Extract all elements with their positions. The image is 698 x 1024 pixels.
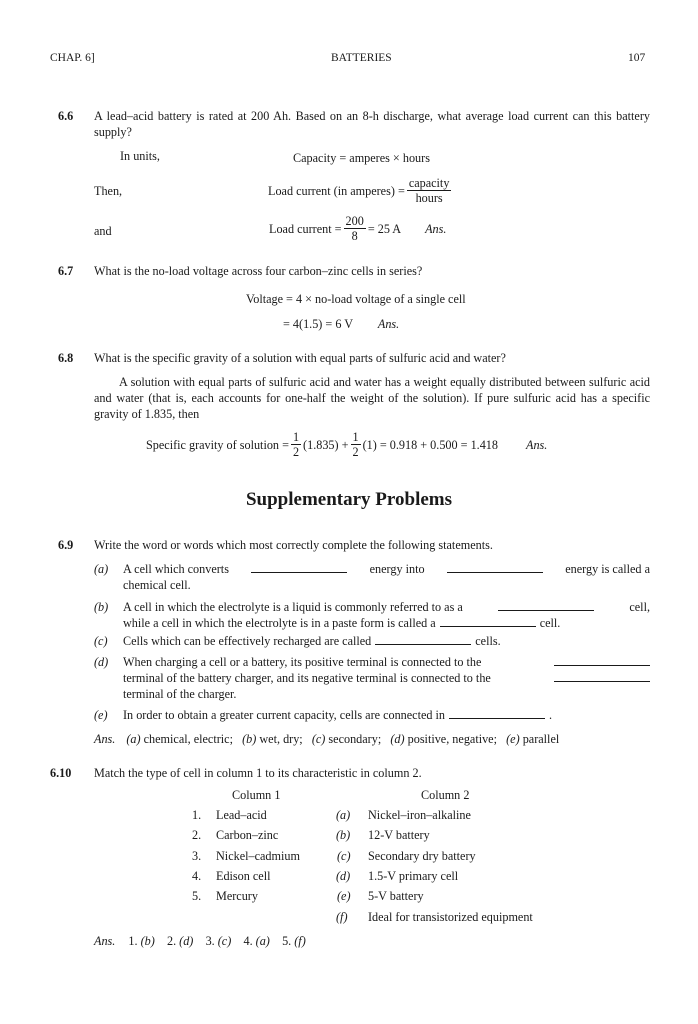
sg-term-1: (1.835) + (303, 437, 349, 452)
answers-label: Ans. (94, 934, 116, 948)
item-e-text-2: . (549, 708, 553, 722)
ans-marker: Ans. (377, 317, 400, 331)
voltage-result-text: = 4(1.5) = 6 V (283, 317, 353, 331)
problem-6-7-question: What is the no-load voltage across four carbon–zinc cells in series? (94, 264, 423, 278)
equation-voltage-result (283, 316, 399, 332)
col2-row-f (336, 909, 533, 925)
problem-6-9-question: Write the word or words which most correctly complete the following statements. (94, 538, 493, 552)
blank-line (440, 616, 536, 627)
answer-2 (167, 934, 193, 948)
equation-specific-gravity (146, 430, 547, 459)
answer-c-value: secondary; (328, 732, 382, 746)
answer-1-number: 1. (128, 934, 138, 948)
col1-row-4-number: 4. (192, 869, 202, 883)
eq2-numerator: capacity (408, 176, 450, 190)
item-c-label: (c) (94, 634, 108, 648)
answer-d-value: positive, negative; (407, 732, 497, 746)
equation-load-current-formula (268, 176, 453, 205)
equation-capacity: Capacity = amperes × hours (293, 151, 430, 165)
page-number: 107 (628, 52, 646, 64)
col1-row-2-text: Carbon–zinc (216, 828, 279, 842)
item-c-text-1: Cells which can be effectively recharged are called (123, 634, 372, 648)
col2-row-b (336, 827, 430, 843)
answer-1 (128, 934, 154, 948)
col2-row-a-key: (a) (336, 808, 351, 822)
equation-voltage: Voltage = 4 × no-load voltage of a single cell (246, 292, 466, 306)
item-d-text-1: When charging a cell or a battery, its positive terminal is connected to the (123, 655, 482, 669)
answer-d-key: (d) (390, 732, 405, 746)
problem-number-6-6: 6.6 (58, 109, 74, 123)
problem-6-6-question: A lead–acid battery is rated at 200 Ah. Based on an 8-h discharge, what average load current can this battery supply? (94, 109, 650, 139)
col1-row-3-number: 3. (192, 849, 202, 863)
blank-line (251, 562, 347, 573)
col2-row-d (336, 868, 459, 884)
col2-row-d-key: (d) (336, 869, 351, 883)
item-b-line-1 (123, 599, 650, 615)
sg-fraction-2 (351, 430, 361, 459)
col2-row-a (336, 807, 471, 823)
ans-marker: Ans. (526, 437, 548, 452)
item-d-line-1 (123, 654, 650, 670)
problem-6-10-answers (94, 933, 306, 949)
answers-label: Ans. (94, 732, 116, 746)
answer-b (242, 732, 303, 746)
answer-b-value: wet, dry; (259, 732, 303, 746)
answer-a-key: (a) (126, 732, 141, 746)
blank-line (554, 655, 650, 666)
blank-line (375, 634, 471, 645)
col2-row-c (337, 848, 476, 864)
col1-row-3 (192, 848, 300, 864)
answer-e-value: parallel (522, 732, 560, 746)
item-d-label: (d) (94, 655, 109, 669)
answer-5-key: (f) (294, 934, 306, 948)
item-b-label: (b) (94, 600, 109, 614)
and-label: and (94, 224, 112, 238)
answer-1-key: (b) (140, 934, 155, 948)
eq2-fraction (407, 176, 452, 205)
sg-f2-numerator: 1 (352, 430, 359, 444)
sg-term-2: (1) = 0.918 + 0.500 = 1.418 (362, 437, 498, 452)
item-a-text-3: energy is called a (565, 562, 650, 576)
answer-c-key: (c) (311, 732, 326, 746)
answer-3 (206, 934, 232, 948)
ans-marker: Ans. (425, 221, 447, 236)
problem-number-6-8: 6.8 (58, 351, 74, 365)
col1-row-2 (192, 827, 279, 843)
col2-row-f-text: Ideal for transistorized equipment (368, 910, 533, 924)
eq2-left: Load current (in amperes) = (268, 183, 405, 198)
item-d-line-3: terminal of the charger. (123, 687, 237, 701)
sg-fraction-1 (291, 430, 301, 459)
item-b-line-2 (123, 615, 560, 631)
column-1-header: Column 1 (232, 788, 281, 802)
problem-6-8-answer: A solution with equal parts of sulfuric acid and water has a weight equally distributed between sulfuric acid and water (that is, each accounts for one-half the weight of the solution). If pure sulfuric acid has a specific gravity of 1.835, then (94, 375, 650, 421)
answer-4-number: 4. (243, 934, 253, 948)
sg-f1-numerator: 1 (292, 430, 300, 444)
problem-6-10-question: Match the type of cell in column 1 to its characteristic in column 2. (94, 766, 422, 780)
item-c-text-2: cells. (475, 634, 501, 648)
running-title: BATTERIES (331, 52, 392, 64)
problem-6-9-answers (94, 731, 559, 747)
eq3-fraction (344, 214, 366, 243)
answer-5-number: 5. (282, 934, 292, 948)
eq3-denominator: 8 (351, 229, 358, 243)
item-a-text-2: energy into (369, 562, 425, 576)
item-b-text-2: cell, (629, 600, 650, 614)
blank-line (449, 708, 545, 719)
col2-row-f-key: (f) (336, 910, 348, 924)
col2-row-a-text: Nickel–iron–alkaline (368, 808, 471, 822)
item-e-text-1: In order to obtain a greater current capacity, cells are connected in (123, 708, 446, 722)
answer-b-key: (b) (242, 732, 257, 746)
blank-line (554, 671, 650, 682)
item-b-text-3: while a cell in which the electrolyte is in a paste form is called a (123, 616, 436, 630)
col2-row-c-text: Secondary dry battery (368, 849, 476, 863)
col1-row-1-number: 1. (192, 808, 202, 822)
item-e-line-1 (123, 707, 552, 723)
problem-number-6-10: 6.10 (50, 766, 72, 780)
answer-3-number: 3. (205, 934, 215, 948)
problem-number-6-7: 6.7 (58, 264, 74, 278)
col1-row-5-number: 5. (192, 889, 202, 903)
answer-5 (282, 934, 306, 948)
col1-row-5-text: Mercury (216, 889, 258, 903)
item-a-text-1: A cell which converts (123, 562, 229, 576)
col2-row-d-text: 1.5-V primary cell (368, 869, 459, 883)
then-label: Then, (94, 184, 123, 198)
answer-d (390, 732, 497, 746)
item-a-line-2: chemical cell. (123, 578, 191, 592)
col2-row-c-key: (c) (337, 849, 351, 863)
eq3-numerator: 200 (345, 214, 364, 228)
col1-row-2-number: 2. (192, 828, 202, 842)
item-a-line-1 (123, 561, 650, 577)
col1-row-1-text: Lead–acid (216, 808, 267, 822)
section-title-supplementary: Supplementary Problems (245, 489, 452, 510)
sg-left: Specific gravity of solution = (146, 437, 289, 452)
sg-f2-denominator: 2 (352, 445, 359, 459)
answer-e-key: (e) (506, 732, 520, 746)
answer-2-number: 2. (166, 934, 177, 948)
in-units-label: In units, (120, 149, 160, 163)
col2-row-e-key: (e) (337, 889, 351, 903)
col2-row-e-text: 5-V battery (368, 889, 424, 903)
answer-e (506, 732, 559, 746)
answer-4-key: (a) (255, 934, 270, 948)
item-b-text-4: cell. (539, 616, 561, 630)
problem-number-6-9: 6.9 (58, 538, 74, 552)
answer-a-value: chemical, electric; (143, 732, 233, 746)
col1-row-4 (192, 868, 271, 884)
answer-2-key: (d) (179, 934, 194, 948)
column-2-header: Column 2 (421, 788, 470, 802)
col1-row-4-text: Edison cell (216, 869, 271, 883)
item-d-text-2: terminal of the battery charger, and its negative terminal is connected to the (123, 671, 491, 685)
col2-row-b-key: (b) (336, 828, 351, 842)
eq3-left: Load current = (269, 221, 342, 236)
answer-c (312, 732, 381, 746)
equation-load-current-value (269, 214, 446, 243)
answer-a (126, 732, 233, 746)
col2-row-b-text: 12-V battery (368, 828, 430, 842)
blank-line (498, 600, 594, 611)
sg-f1-denominator: 2 (292, 445, 300, 459)
col1-row-1 (192, 807, 267, 823)
item-d-line-2 (123, 670, 650, 686)
item-c-line-1 (123, 633, 501, 649)
col2-row-e (337, 888, 424, 904)
col1-row-3-text: Nickel–cadmium (216, 849, 300, 863)
item-e-label: (e) (94, 708, 108, 722)
blank-line (447, 562, 543, 573)
item-b-text-1: A cell in which the electrolyte is a liquid is commonly referred to as a (123, 600, 463, 614)
chapter-label: CHAP. 6] (50, 52, 95, 64)
eq2-denominator: hours (415, 191, 443, 205)
answer-3-key: (c) (217, 934, 232, 948)
col1-row-5 (192, 888, 258, 904)
item-a-label: (a) (94, 562, 109, 576)
problem-6-8-question: What is the specific gravity of a solution with equal parts of sulfuric acid and water? (94, 351, 506, 365)
eq3-right: = 25 A (367, 221, 402, 236)
answer-4 (243, 934, 269, 948)
